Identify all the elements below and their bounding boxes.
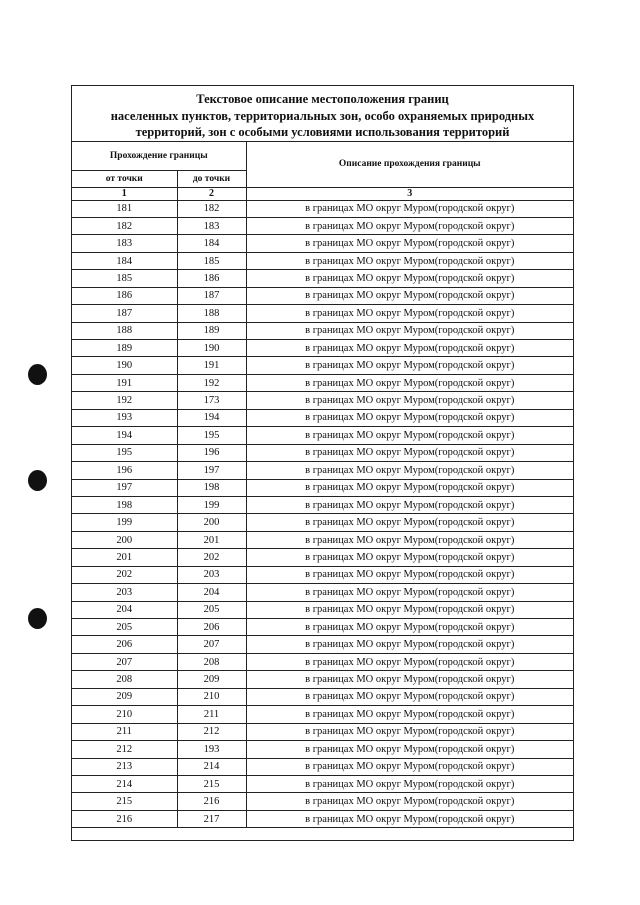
to-point-cell: 188 — [177, 305, 246, 322]
from-point-cell: 204 — [72, 601, 177, 618]
to-point-cell: 183 — [177, 217, 246, 234]
table-row — [72, 409, 573, 426]
table-row — [72, 810, 573, 827]
table-row — [72, 653, 573, 670]
to-point-cell: 197 — [177, 462, 246, 479]
binder-hole-icon — [28, 608, 47, 629]
from-point-cell: 193 — [72, 409, 177, 426]
from-point-cell: 186 — [72, 287, 177, 304]
to-point-cell: 201 — [177, 531, 246, 548]
from-point-cell: 207 — [72, 653, 177, 670]
description-cell: в границах МО округ Муром(городской округ) — [246, 671, 573, 688]
table-row — [72, 619, 573, 636]
to-point-cell: 207 — [177, 636, 246, 653]
from-point-cell: 200 — [72, 531, 177, 548]
description-cell: в границах МО округ Муром(городской округ) — [246, 688, 573, 705]
to-point-cell: 189 — [177, 322, 246, 339]
from-point-cell: 201 — [72, 549, 177, 566]
from-point-cell: 214 — [72, 775, 177, 792]
from-point-cell: 195 — [72, 444, 177, 461]
from-point-cell: 197 — [72, 479, 177, 496]
to-point-cell: 185 — [177, 252, 246, 269]
table-row — [72, 287, 573, 304]
description-cell: в границах МО округ Муром(городской округ) — [246, 200, 573, 217]
from-point-cell: 187 — [72, 305, 177, 322]
boundary-table — [72, 142, 573, 828]
description-cell: в границах МО округ Муром(городской округ) — [246, 374, 573, 391]
document-frame — [71, 85, 574, 841]
to-point-cell: 205 — [177, 601, 246, 618]
from-point-cell: 189 — [72, 340, 177, 357]
to-point-cell: 194 — [177, 409, 246, 426]
description-cell: в границах МО округ Муром(городской округ) — [246, 340, 573, 357]
description-cell: в границах МО округ Муром(городской округ) — [246, 758, 573, 775]
from-point-cell: 198 — [72, 496, 177, 513]
table-row — [72, 444, 573, 461]
to-point-cell: 193 — [177, 741, 246, 758]
table-row — [72, 462, 573, 479]
description-cell: в границах МО округ Муром(городской округ) — [246, 252, 573, 269]
to-point-cell: 195 — [177, 427, 246, 444]
column-number-3: 3 — [246, 187, 573, 200]
table-row — [72, 706, 573, 723]
table-row — [72, 531, 573, 548]
description-cell: в границах МО округ Муром(городской округ) — [246, 287, 573, 304]
to-point-cell: 198 — [177, 479, 246, 496]
description-cell: в границах МО округ Муром(городской округ) — [246, 810, 573, 827]
table-row — [72, 688, 573, 705]
title-line-3: территорий, зон с особыми условиями использования территорий — [135, 125, 510, 139]
from-point-cell: 184 — [72, 252, 177, 269]
description-cell: в границах МО округ Муром(городской округ) — [246, 741, 573, 758]
description-cell: в границах МО округ Муром(городской округ) — [246, 409, 573, 426]
from-point-cell: 211 — [72, 723, 177, 740]
to-point-cell: 209 — [177, 671, 246, 688]
from-point-cell: 199 — [72, 514, 177, 531]
description-cell: в границах МО округ Муром(городской округ) — [246, 793, 573, 810]
description-cell: в границах МО округ Муром(городской округ) — [246, 479, 573, 496]
binder-hole-icon — [28, 364, 47, 385]
from-point-header: от точки — [72, 170, 177, 187]
from-point-cell: 208 — [72, 671, 177, 688]
from-point-cell: 185 — [72, 270, 177, 287]
description-header: Описание прохождения границы — [246, 142, 573, 187]
table-row — [72, 723, 573, 740]
to-point-cell: 212 — [177, 723, 246, 740]
to-point-header: до точки — [177, 170, 246, 187]
to-point-cell: 206 — [177, 619, 246, 636]
to-point-cell: 192 — [177, 374, 246, 391]
column-number-1: 1 — [72, 187, 177, 200]
table-row — [72, 636, 573, 653]
description-cell: в границах МО округ Муром(городской округ) — [246, 566, 573, 583]
to-point-cell: 190 — [177, 340, 246, 357]
to-point-cell: 214 — [177, 758, 246, 775]
binder-hole-icon — [28, 470, 47, 491]
to-point-cell: 191 — [177, 357, 246, 374]
to-point-cell: 187 — [177, 287, 246, 304]
to-point-cell: 173 — [177, 392, 246, 409]
table-row — [72, 270, 573, 287]
from-point-cell: 183 — [72, 235, 177, 252]
table-row — [72, 252, 573, 269]
description-cell: в границах МО округ Муром(городской округ) — [246, 496, 573, 513]
table-row — [72, 549, 573, 566]
to-point-cell: 215 — [177, 775, 246, 792]
table-row — [72, 305, 573, 322]
description-cell: в границах МО округ Муром(городской округ) — [246, 706, 573, 723]
column-number-2: 2 — [177, 187, 246, 200]
from-point-cell: 206 — [72, 636, 177, 653]
from-point-cell: 190 — [72, 357, 177, 374]
from-point-cell: 196 — [72, 462, 177, 479]
from-point-cell: 194 — [72, 427, 177, 444]
from-point-cell: 182 — [72, 217, 177, 234]
table-row — [72, 322, 573, 339]
to-point-cell: 202 — [177, 549, 246, 566]
to-point-cell: 211 — [177, 706, 246, 723]
table-row — [72, 200, 573, 217]
table-row — [72, 496, 573, 513]
description-cell: в границах МО округ Муром(городской округ) — [246, 619, 573, 636]
from-point-cell: 191 — [72, 374, 177, 391]
table-row — [72, 584, 573, 601]
table-row — [72, 566, 573, 583]
to-point-cell: 199 — [177, 496, 246, 513]
table-row — [72, 357, 573, 374]
description-cell: в границах МО округ Муром(городской округ) — [246, 270, 573, 287]
to-point-cell: 216 — [177, 793, 246, 810]
from-point-cell: 202 — [72, 566, 177, 583]
to-point-cell: 196 — [177, 444, 246, 461]
description-cell: в границах МО округ Муром(городской округ) — [246, 514, 573, 531]
from-point-cell: 181 — [72, 200, 177, 217]
table-row — [72, 392, 573, 409]
from-point-cell: 188 — [72, 322, 177, 339]
table-row — [72, 758, 573, 775]
to-point-cell: 184 — [177, 235, 246, 252]
to-point-cell: 208 — [177, 653, 246, 670]
description-cell: в границах МО округ Муром(городской округ) — [246, 775, 573, 792]
from-point-cell: 205 — [72, 619, 177, 636]
from-point-cell: 213 — [72, 758, 177, 775]
description-cell: в границах МО округ Муром(городской округ) — [246, 305, 573, 322]
description-cell: в границах МО округ Муром(городской округ) — [246, 636, 573, 653]
description-cell: в границах МО округ Муром(городской округ) — [246, 549, 573, 566]
description-cell: в границах МО округ Муром(городской округ) — [246, 235, 573, 252]
from-point-cell: 192 — [72, 392, 177, 409]
description-cell: в границах МО округ Муром(городской округ) — [246, 723, 573, 740]
title-line-1: Текстовое описание местоположения границ — [196, 92, 449, 106]
table-row — [72, 427, 573, 444]
title-line-2: населенных пунктов, территориальных зон, особо охраняемых природных — [110, 108, 535, 123]
table-row — [72, 671, 573, 688]
description-cell: в границах МО округ Муром(городской округ) — [246, 357, 573, 374]
description-cell: в границах МО округ Муром(городской округ) — [246, 427, 573, 444]
description-cell: в границах МО округ Муром(городской округ) — [246, 392, 573, 409]
to-point-cell: 217 — [177, 810, 246, 827]
from-point-cell: 212 — [72, 741, 177, 758]
passage-header: Прохождение границы — [72, 142, 246, 170]
from-point-cell: 210 — [72, 706, 177, 723]
table-row — [72, 235, 573, 252]
to-point-cell: 204 — [177, 584, 246, 601]
document-title — [72, 86, 573, 142]
to-point-cell: 200 — [177, 514, 246, 531]
table-row — [72, 340, 573, 357]
to-point-cell: 182 — [177, 200, 246, 217]
description-cell: в границах МО округ Муром(городской округ) — [246, 462, 573, 479]
description-cell: в границах МО округ Муром(городской округ) — [246, 322, 573, 339]
from-point-cell: 203 — [72, 584, 177, 601]
description-cell: в границах МО округ Муром(городской округ) — [246, 531, 573, 548]
table-row — [72, 741, 573, 758]
description-cell: в границах МО округ Муром(городской округ) — [246, 444, 573, 461]
from-point-cell: 209 — [72, 688, 177, 705]
table-row — [72, 374, 573, 391]
table-row — [72, 775, 573, 792]
table-row — [72, 479, 573, 496]
table-row — [72, 217, 573, 234]
table-row — [72, 601, 573, 618]
description-cell: в границах МО округ Муром(городской округ) — [246, 217, 573, 234]
table-row — [72, 793, 573, 810]
description-cell: в границах МО округ Муром(городской округ) — [246, 601, 573, 618]
to-point-cell: 210 — [177, 688, 246, 705]
to-point-cell: 203 — [177, 566, 246, 583]
from-point-cell: 215 — [72, 793, 177, 810]
to-point-cell: 186 — [177, 270, 246, 287]
description-cell: в границах МО округ Муром(городской округ) — [246, 584, 573, 601]
from-point-cell: 216 — [72, 810, 177, 827]
description-cell: в границах МО округ Муром(городской округ) — [246, 653, 573, 670]
table-body — [72, 200, 573, 828]
table-row — [72, 514, 573, 531]
